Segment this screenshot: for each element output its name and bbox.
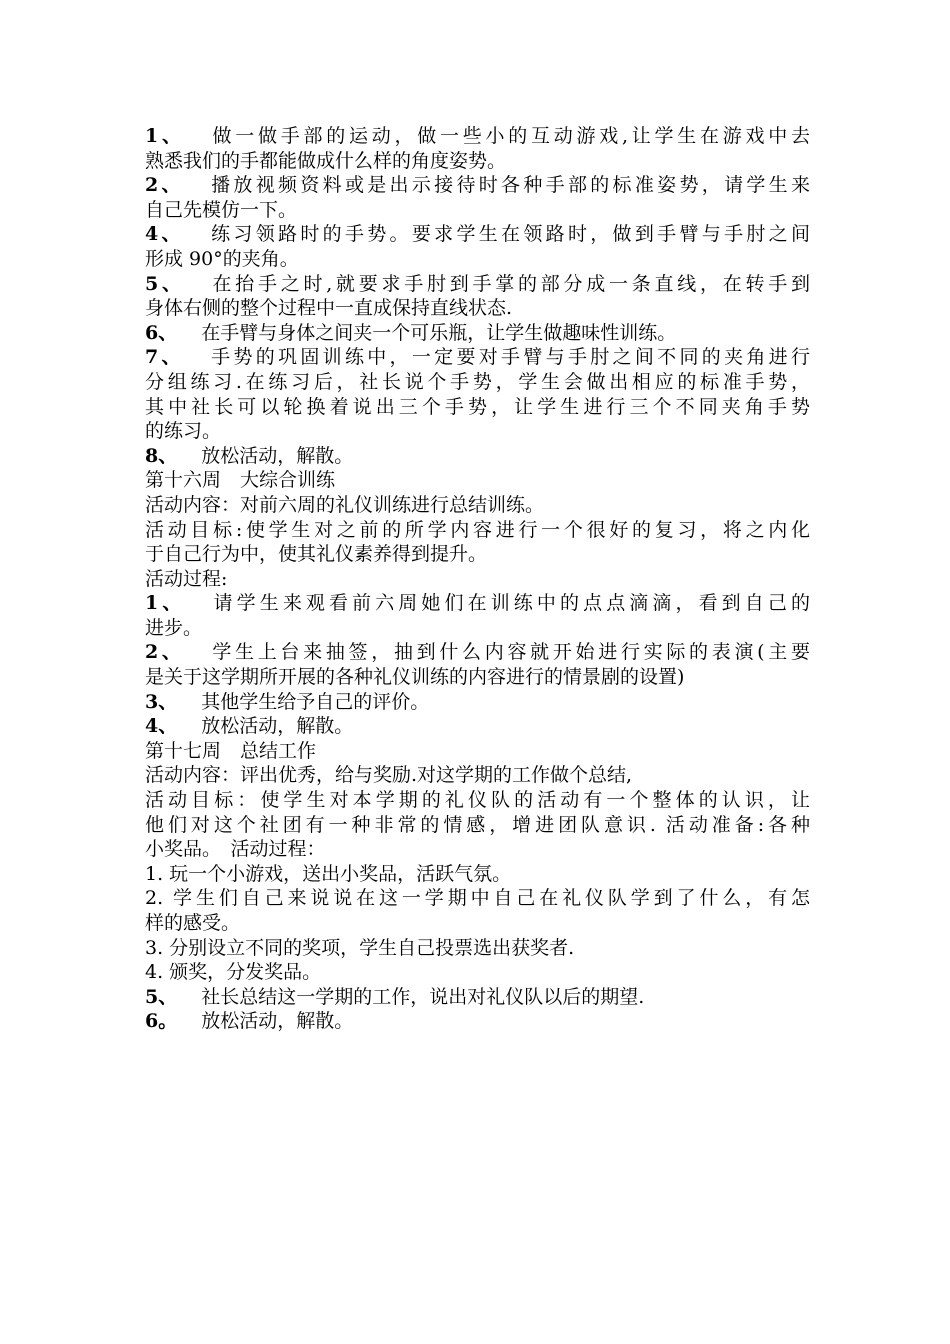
text-line xyxy=(145,567,810,592)
line-text: 4. 颁奖，分发奖品。 xyxy=(145,961,322,984)
line-text: 第十六周 大综合训练 xyxy=(145,469,336,492)
line-text: 放松活动，解散。 xyxy=(201,444,354,467)
line-text: 放松活动，解散。 xyxy=(201,1010,354,1033)
text-line xyxy=(145,837,810,862)
line-text: 第十七周 总结工作 xyxy=(145,739,317,762)
line-text: 自己先模仿一下。 xyxy=(145,198,298,221)
line-text: 小奖品。 活动过程： xyxy=(145,838,326,861)
text-line xyxy=(145,813,810,838)
text-line xyxy=(145,222,810,247)
text-line xyxy=(145,419,810,444)
line-text: 分组练习.在练习后，社长说个手势，学生会做出相应的标准手势， xyxy=(145,370,810,393)
text-line xyxy=(145,444,810,469)
list-number: 5、 xyxy=(145,272,185,295)
text-line xyxy=(145,985,810,1010)
text-line xyxy=(145,247,810,272)
list-number: 4、 xyxy=(145,223,184,246)
line-text: 是关于这学期所开展的各种礼仪训练的内容进行的情景剧的设置) xyxy=(145,666,685,689)
text-line xyxy=(145,960,810,985)
list-number: 1、 xyxy=(145,592,186,615)
line-text: 形成 90°的夹角。 xyxy=(145,247,299,270)
text-line xyxy=(145,173,810,198)
line-text: 学生上台来抽签，抽到什么内容就开始进行实际的表演(主要 xyxy=(208,641,810,664)
text-line xyxy=(145,345,810,370)
list-number: 1、 xyxy=(145,125,185,147)
list-number: 4、 xyxy=(145,715,178,738)
text-line xyxy=(145,714,810,739)
text-line xyxy=(145,665,810,690)
line-text: 放松活动，解散。 xyxy=(201,715,354,738)
line-text: 练习领路时的手势。要求学生在领路时，做到手臂与手肘之间 xyxy=(207,223,810,246)
text-line xyxy=(145,395,810,420)
line-text: 其中社长可以轮换着说出三个手势，让学生进行三个不同夹角手势 xyxy=(145,395,810,418)
line-text: 3. 分别设立不同的奖项，学生自己投票选出获奖者. xyxy=(145,936,575,959)
list-number: 5、 xyxy=(145,985,178,1008)
list-number: 8、 xyxy=(145,444,178,467)
text-line xyxy=(145,690,810,715)
text-line xyxy=(145,296,810,321)
line-text: 的练习。 xyxy=(145,420,222,443)
line-text: 做一做手部的运动，做一些小的互动游戏,让学生在游戏中去 xyxy=(208,125,810,147)
line-text: 1. 玩一个小游戏，送出小奖品，活跃气氛。 xyxy=(145,862,512,885)
line-text: 活动内容：对前六周的礼仪训练进行总结训练。 xyxy=(145,493,545,516)
line-text: 进步。 xyxy=(145,616,203,639)
line-text: 2. 学生们自己来说说在这一学期中自己在礼仪队学到了什么，有怎 xyxy=(145,887,810,910)
list-number: 2、 xyxy=(145,174,184,197)
text-line xyxy=(145,272,810,297)
line-text: 在抬手之时,就要求手肘到手掌的部分成一条直线，在转手到 xyxy=(208,272,810,295)
text-line xyxy=(145,640,810,665)
text-line xyxy=(145,1009,810,1034)
line-text: 他们对这个社团有一种非常的情感，增进团队意识. 活动准备:各种 xyxy=(145,813,810,836)
line-text: 于自己行为中，使其礼仪素养得到提升。 xyxy=(145,543,488,566)
text-line xyxy=(145,862,810,887)
line-text: 活动目标:使学生对之前的所学内容进行一个很好的复习，将之内化 xyxy=(145,518,810,541)
text-line xyxy=(145,518,810,543)
text-line xyxy=(145,911,810,936)
text-line xyxy=(145,886,810,911)
text-line xyxy=(145,149,810,174)
line-text: 在手臂与身体之间夹一个可乐瓶，让学生做趣味性训练。 xyxy=(201,321,677,344)
text-line xyxy=(145,198,810,223)
list-number: 6。 xyxy=(145,1010,178,1033)
list-number: 7、 xyxy=(145,346,184,369)
line-text: 身体右侧的整个过程中一直成保持直线状态. xyxy=(145,297,513,320)
text-line xyxy=(145,763,810,788)
line-text: 活动内容：评出优秀，给与奖励.对这学期的工作做个总结, xyxy=(145,764,633,787)
text-line xyxy=(145,493,810,518)
text-line xyxy=(145,616,810,641)
text-line xyxy=(145,788,810,813)
line-text: 活动过程: xyxy=(145,567,228,590)
text-line xyxy=(145,936,810,961)
list-number: 6、 xyxy=(145,321,178,344)
text-line xyxy=(145,321,810,346)
text-line xyxy=(145,591,810,616)
text-line xyxy=(145,542,810,567)
line-text: 其他学生给予自己的评价。 xyxy=(201,690,430,713)
list-number: 3、 xyxy=(145,690,178,713)
text-line xyxy=(145,739,810,764)
line-text: 请学生来观看前六周她们在训练中的点点滴滴，看到自己的 xyxy=(209,592,810,615)
text-line xyxy=(145,370,810,395)
line-text: 社长总结这一学期的工作，说出对礼仪队以后的期望. xyxy=(201,985,645,1008)
text-line xyxy=(145,468,810,493)
line-text: 活动目标：使学生对本学期的礼仪队的活动有一个整体的认识，让 xyxy=(145,789,810,812)
line-text: 手势的巩固训练中，一定要对手臂与手肘之间不同的夹角进行 xyxy=(207,346,810,369)
line-text: 样的感受。 xyxy=(145,912,241,934)
line-text: 播放视频资料或是出示接待时各种手部的标准姿势，请学生来 xyxy=(207,174,810,197)
line-text: 熟悉我们的手都能做成什么样的角度姿势。 xyxy=(145,149,507,172)
text-line xyxy=(145,124,810,149)
document-body xyxy=(145,124,810,1034)
list-number: 2、 xyxy=(145,641,185,664)
